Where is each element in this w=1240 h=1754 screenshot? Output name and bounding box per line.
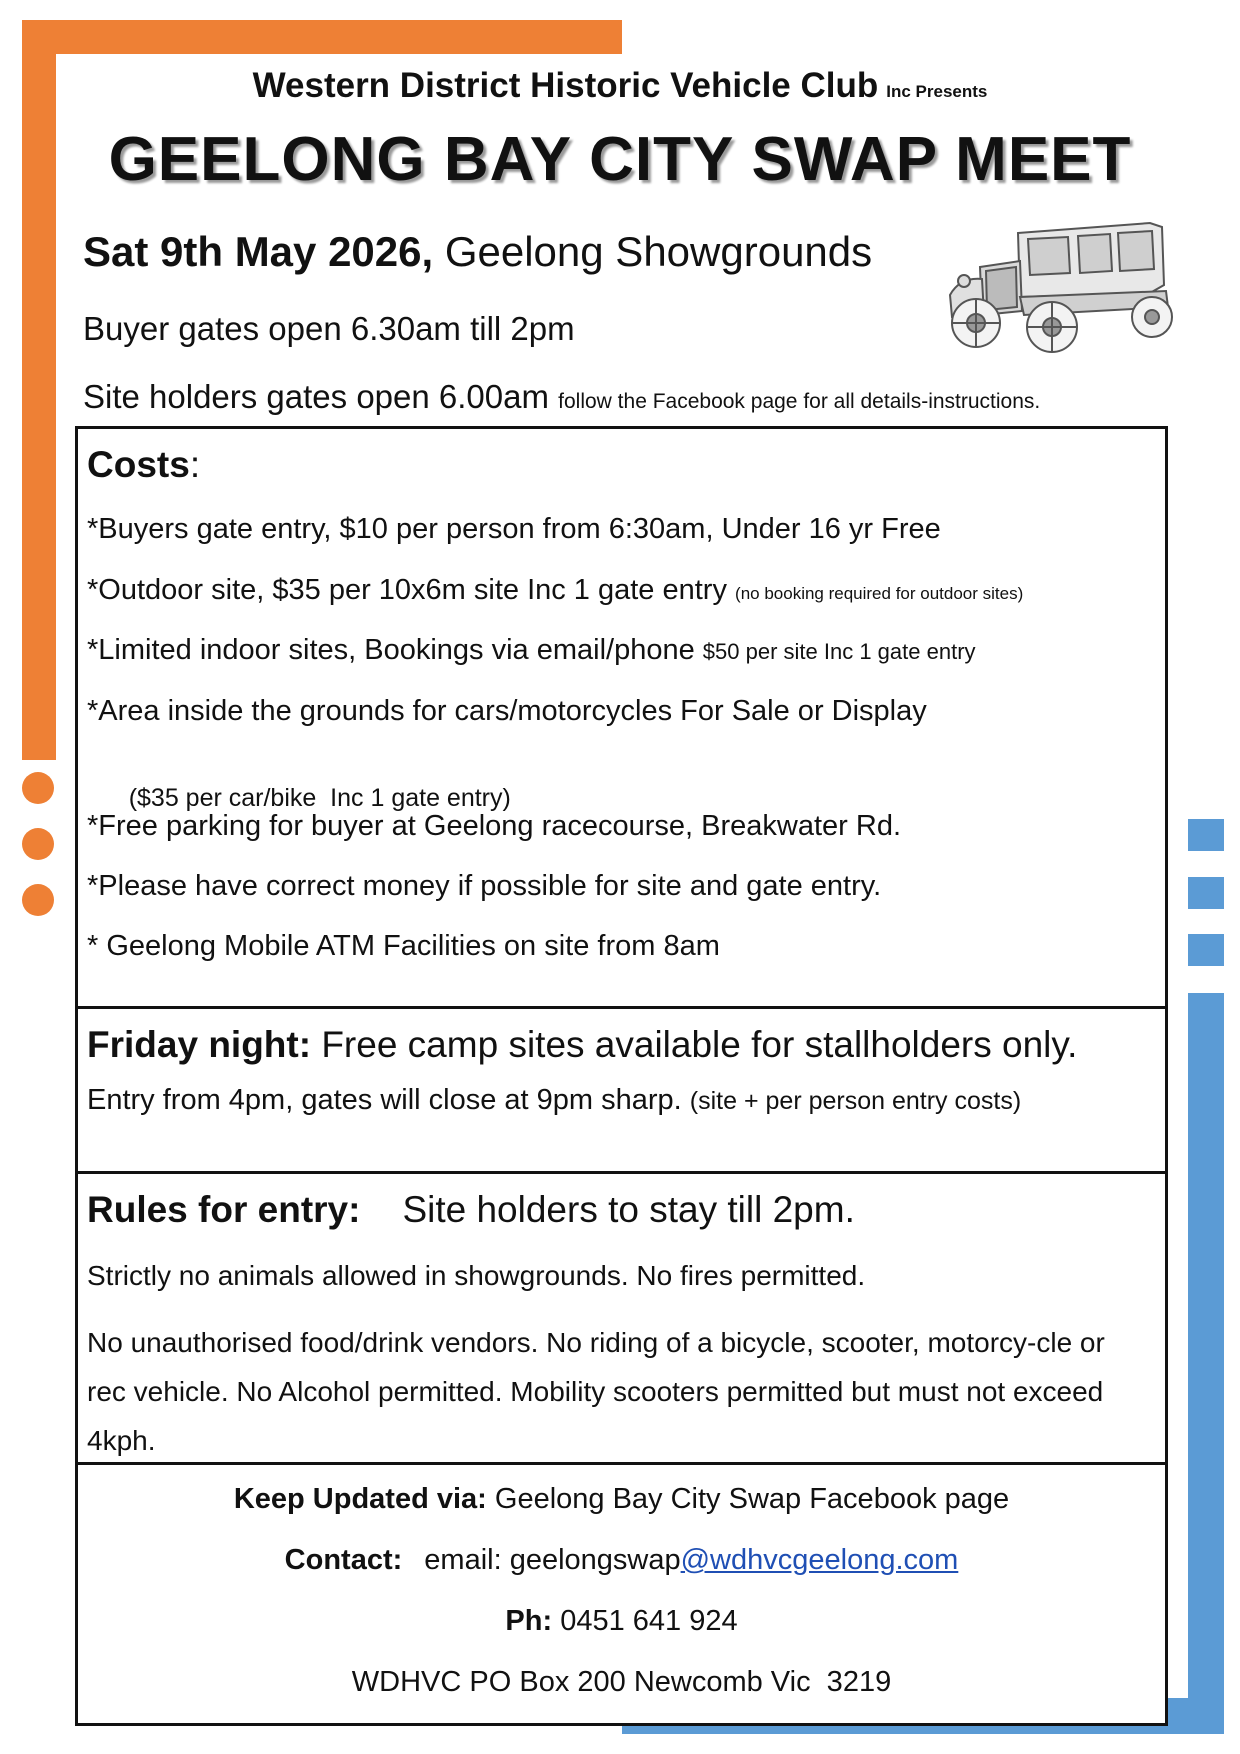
keep-updated-line bbox=[78, 1483, 1165, 1516]
orange-dot bbox=[22, 772, 54, 804]
contact-label: Contact: bbox=[284, 1544, 403, 1576]
event-venue: Geelong Showgrounds bbox=[433, 228, 873, 275]
rules-heading: Rules for entry: bbox=[87, 1189, 361, 1230]
blue-square bbox=[1188, 819, 1224, 851]
phone-number: 0451 641 924 bbox=[560, 1605, 738, 1637]
keep-updated-text: Geelong Bay City Swap Facebook page bbox=[494, 1483, 1010, 1515]
cost-item-text: ($35 per car/bike Inc 1 gate entry) bbox=[114, 784, 511, 812]
buyer-gates: Buyer gates open 6.30am till 2pm bbox=[83, 310, 575, 347]
site-gates-line bbox=[83, 378, 1040, 416]
orange-frame-top bbox=[22, 20, 622, 54]
rules-section bbox=[75, 1171, 1168, 1465]
costs-section bbox=[75, 426, 1168, 1009]
cost-item bbox=[87, 513, 941, 546]
phone-line bbox=[78, 1605, 1165, 1638]
costs-heading: Costs bbox=[87, 444, 190, 485]
keep-updated-label: Keep Updated via: bbox=[233, 1483, 487, 1515]
vintage-car-illustration bbox=[940, 215, 1180, 360]
rules-paragraph: No unauthorised food/drink vendors. No riding of a bicycle, scooter, motorcy-cle or rec vehicle. No Alcohol permitted. Mobility scooters permitted but must not exceed 4kph. bbox=[87, 1327, 1105, 1456]
rules-line: Strictly no animals allowed in showgrounds. No fires permitted. bbox=[87, 1260, 866, 1291]
blue-square bbox=[1188, 934, 1224, 966]
contact-section bbox=[75, 1462, 1168, 1726]
club-name: Western District Historic Vehicle Club bbox=[252, 66, 879, 105]
costs-heading-line bbox=[87, 444, 200, 486]
blue-square bbox=[1188, 877, 1224, 909]
cost-item-note: $50 per site Inc 1 gate entry bbox=[702, 639, 976, 664]
phone-label: Ph: bbox=[505, 1605, 553, 1637]
friday-entry-line bbox=[87, 1084, 1021, 1117]
friday-section bbox=[75, 1006, 1168, 1174]
friday-entry: Entry from 4pm, gates will close at 9pm sharp. bbox=[87, 1084, 682, 1116]
cost-item bbox=[87, 695, 927, 728]
rules-text: Site holders to stay till 2pm. bbox=[402, 1189, 855, 1230]
friday-entry-note: (site + per person entry costs) bbox=[689, 1087, 1022, 1115]
cost-item-text: *Buyers gate entry, $10 per person from 6:30am, Under 16 yr Free bbox=[87, 513, 941, 545]
friday-heading-line bbox=[87, 1024, 1077, 1066]
orange-dot bbox=[22, 884, 54, 916]
email-link[interactable]: @wdhvcgeelong.com bbox=[680, 1544, 959, 1576]
cost-item bbox=[87, 870, 881, 903]
costs-heading-colon: : bbox=[189, 444, 201, 485]
club-suffix: Inc Presents bbox=[886, 82, 988, 101]
cost-item bbox=[87, 574, 1023, 607]
cost-item-text: *Please have correct money if possible for site and gate entry. bbox=[87, 870, 882, 902]
friday-heading: Friday night: bbox=[87, 1024, 312, 1065]
rules-heading-line bbox=[87, 1189, 855, 1231]
cost-item bbox=[87, 810, 901, 843]
orange-dot bbox=[22, 828, 54, 860]
blue-frame-right bbox=[1188, 993, 1224, 1733]
cost-item bbox=[87, 930, 720, 963]
cost-item bbox=[87, 634, 976, 667]
cost-item-text: *Area inside the grounds for cars/motorcycles For Sale or Display bbox=[87, 695, 927, 727]
cost-item-text: *Outdoor site, $35 per 10x6m site Inc 1 gate entry bbox=[87, 574, 727, 606]
cost-item-text: *Limited indoor sites, Bookings via email/phone bbox=[87, 634, 695, 666]
event-date-line bbox=[83, 228, 872, 276]
site-gates-note: follow the Facebook page for all details-instructions. bbox=[558, 390, 1041, 413]
page-title: GEELONG BAY CITY SWAP MEET bbox=[108, 125, 1132, 194]
friday-text: Free camp sites available for stallholders only. bbox=[321, 1024, 1078, 1065]
club-name-line bbox=[0, 66, 1240, 106]
cost-item-text: *Free parking for buyer at Geelong racecourse, Breakwater Rd. bbox=[87, 810, 902, 842]
cost-item-text: * Geelong Mobile ATM Facilities on site from 8am bbox=[87, 930, 720, 962]
cost-item-note: (no booking required for outdoor sites) bbox=[735, 584, 1024, 603]
site-gates: Site holders gates open 6.00am bbox=[83, 378, 549, 415]
postal-address: WDHVC PO Box 200 Newcomb Vic 3219 bbox=[351, 1666, 892, 1698]
contact-email-line bbox=[78, 1544, 1165, 1577]
event-date: Sat 9th May 2026, bbox=[83, 228, 434, 275]
email-label: email: geelongswap bbox=[424, 1544, 681, 1576]
